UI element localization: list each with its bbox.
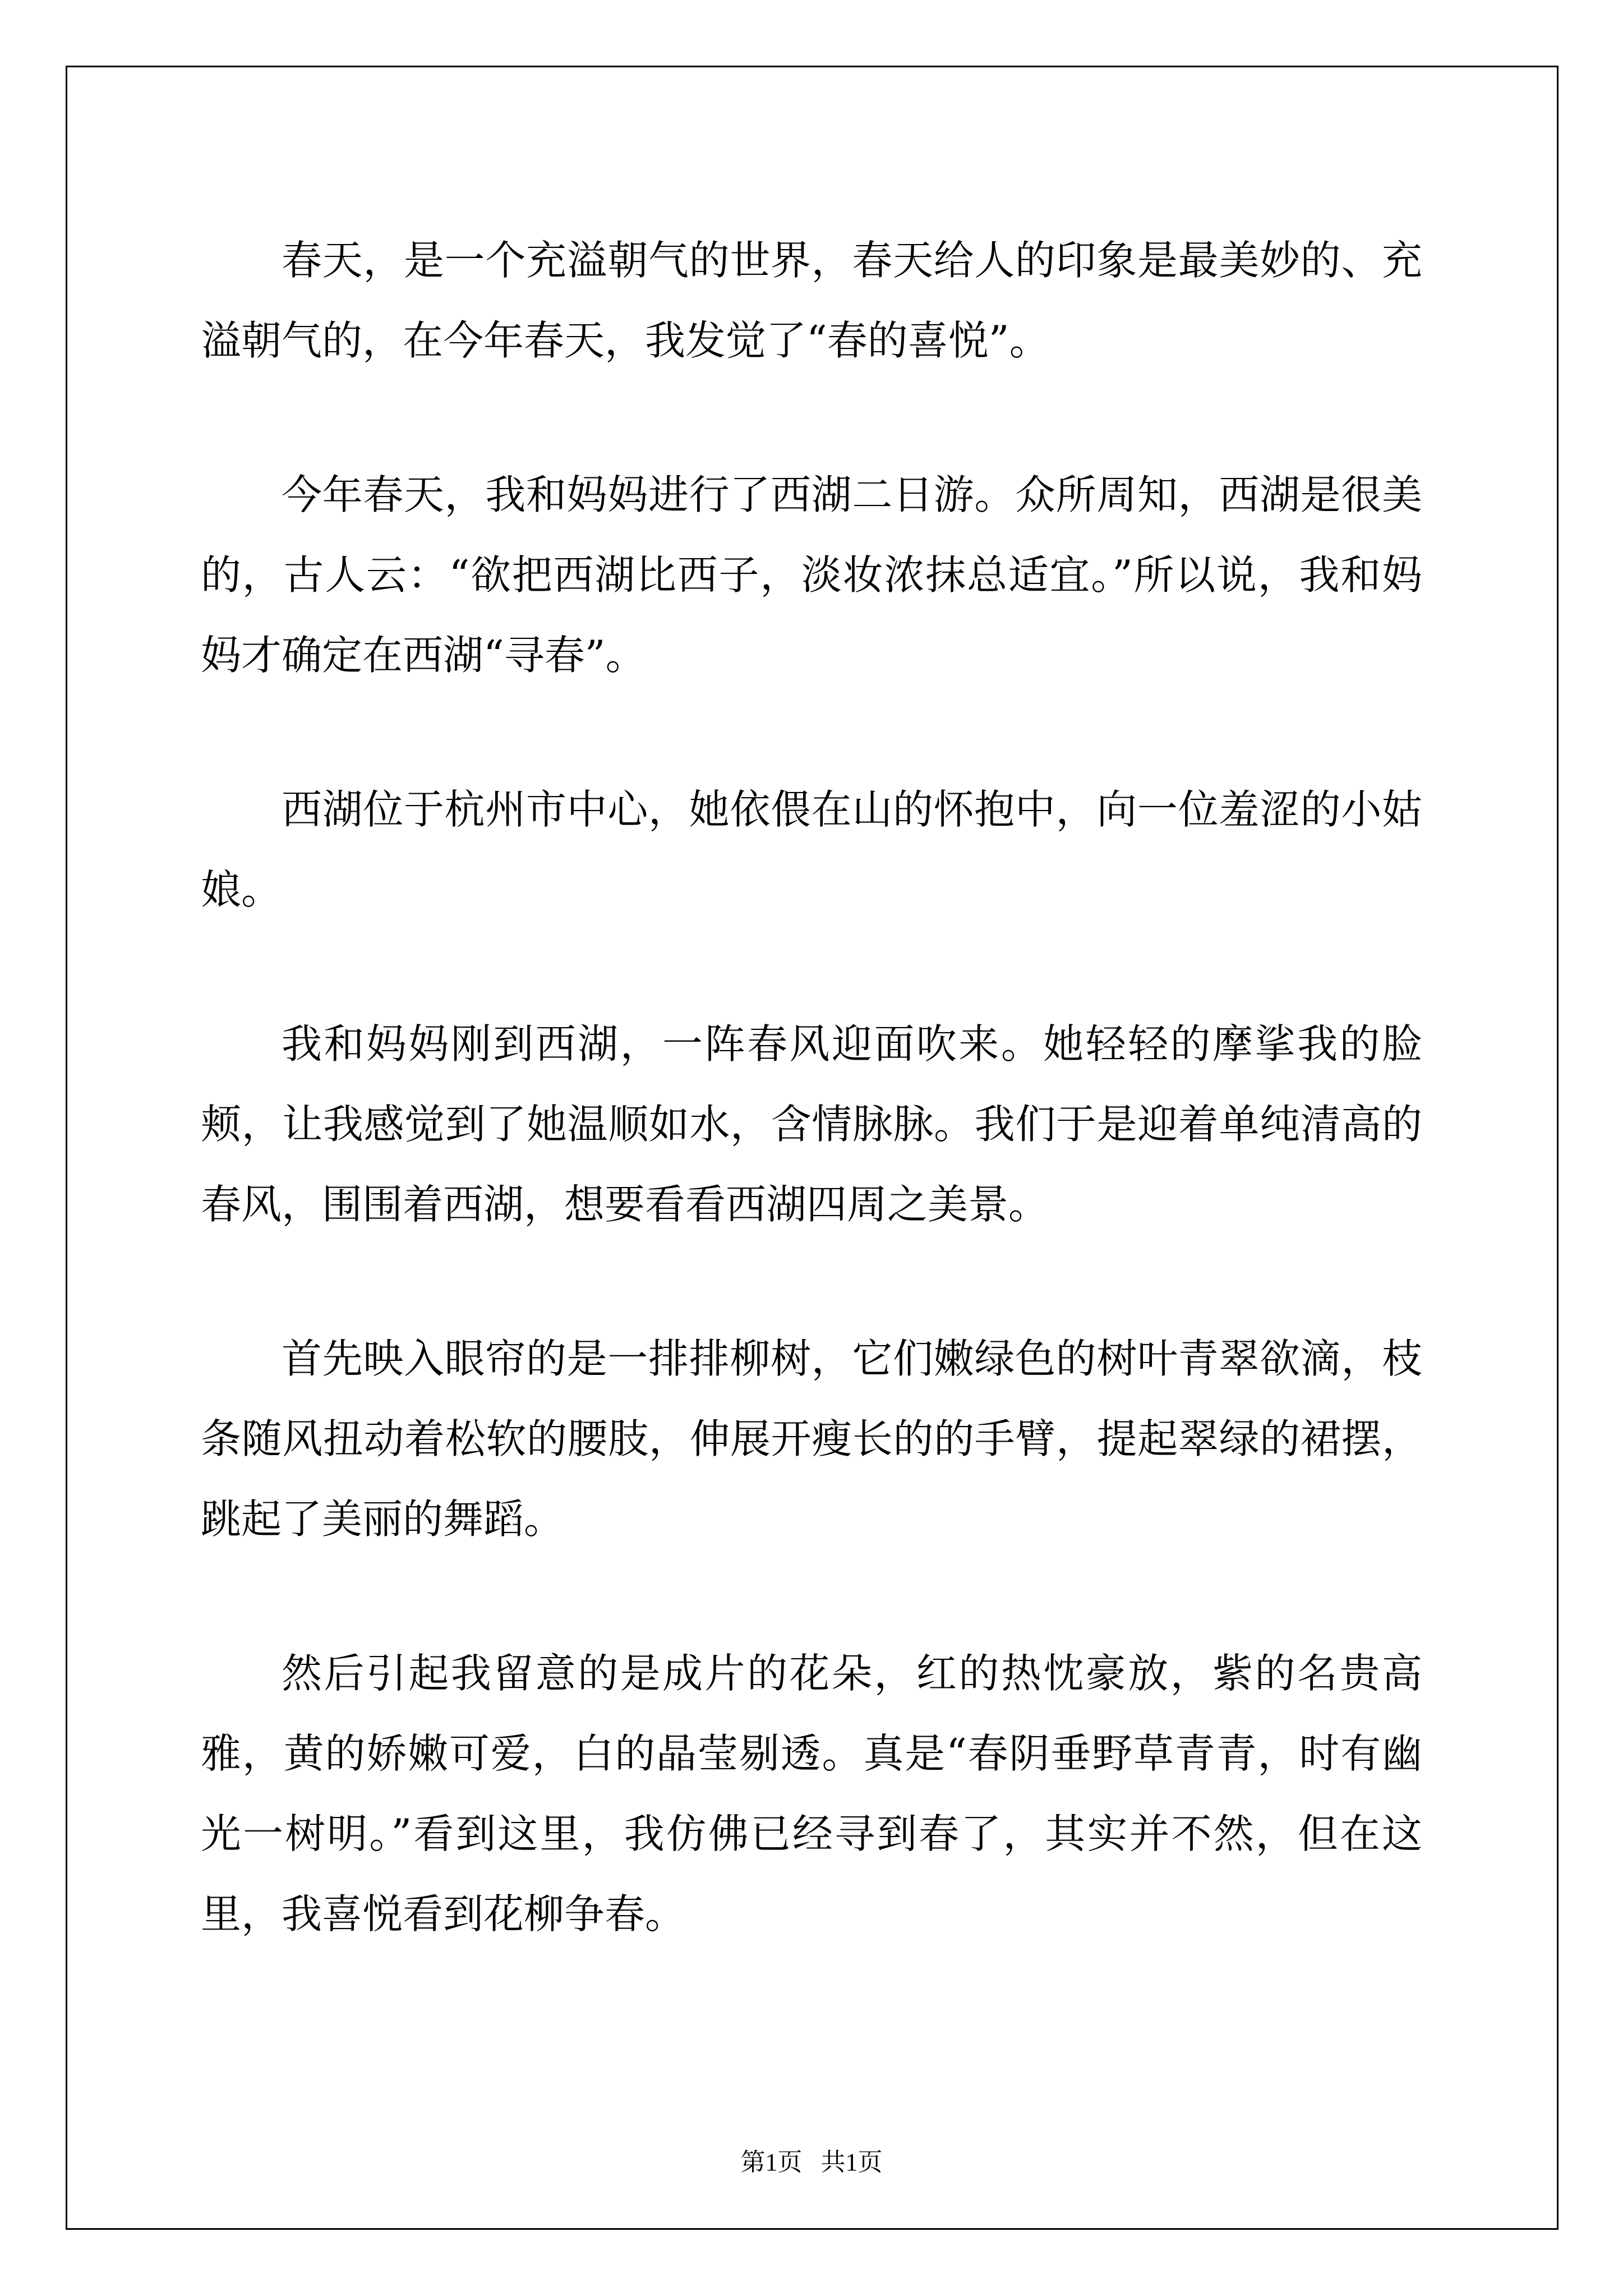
page-footer — [0, 2142, 1623, 2178]
page-total: 共1页 — [820, 2148, 883, 2176]
paragraph-5: 首先映入眼帘的是一排排柳树，它们嫩绿色的树叶青翠欲滴，枝条随风扭动着松软的腰肢，伸展开瘦长的的手臂，提起翠绿的裙摆，跳起了美丽的舞蹈。 — [201, 1335, 1422, 1543]
paragraph-2: 今年春天，我和妈妈进行了西湖二日游。众所周知，西湖是很美的，古人云：“欲把西湖比西子，淡妆浓抹总适宜。”所以说，我和妈妈才确定在西湖“寻春”。 — [201, 471, 1422, 679]
paragraph-4: 我和妈妈刚到西湖，一阵春风迎面吹来。她轻轻的摩挲我的脸颊，让我感觉到了她温顺如水，含情脉脉。我们于是迎着单纯清高的春风，围围着西湖，想要看看西湖四周之美景。 — [201, 1020, 1422, 1228]
paragraph-6: 然后引起我留意的是成片的花朵，红的热忱豪放，紫的名贵高雅，黄的娇嫩可爱，白的晶莹剔透。真是“春阴垂野草青青，时有幽光一树明。”看到这里，我仿佛已经寻到春了，其实并不然，但在这里，我喜悦看到花柳争春。 — [201, 1650, 1422, 1938]
paragraph-3: 西湖位于杭州市中心，她依偎在山的怀抱中，向一位羞涩的小姑娘。 — [201, 786, 1422, 913]
page-number: 第1页 — [740, 2148, 803, 2176]
paragraph-1: 春天，是一个充溢朝气的世界，春天给人的印象是最美妙的、充溢朝气的，在今年春天，我发觉了“春的喜悦”。 — [201, 237, 1422, 364]
document-body — [201, 220, 1422, 1954]
